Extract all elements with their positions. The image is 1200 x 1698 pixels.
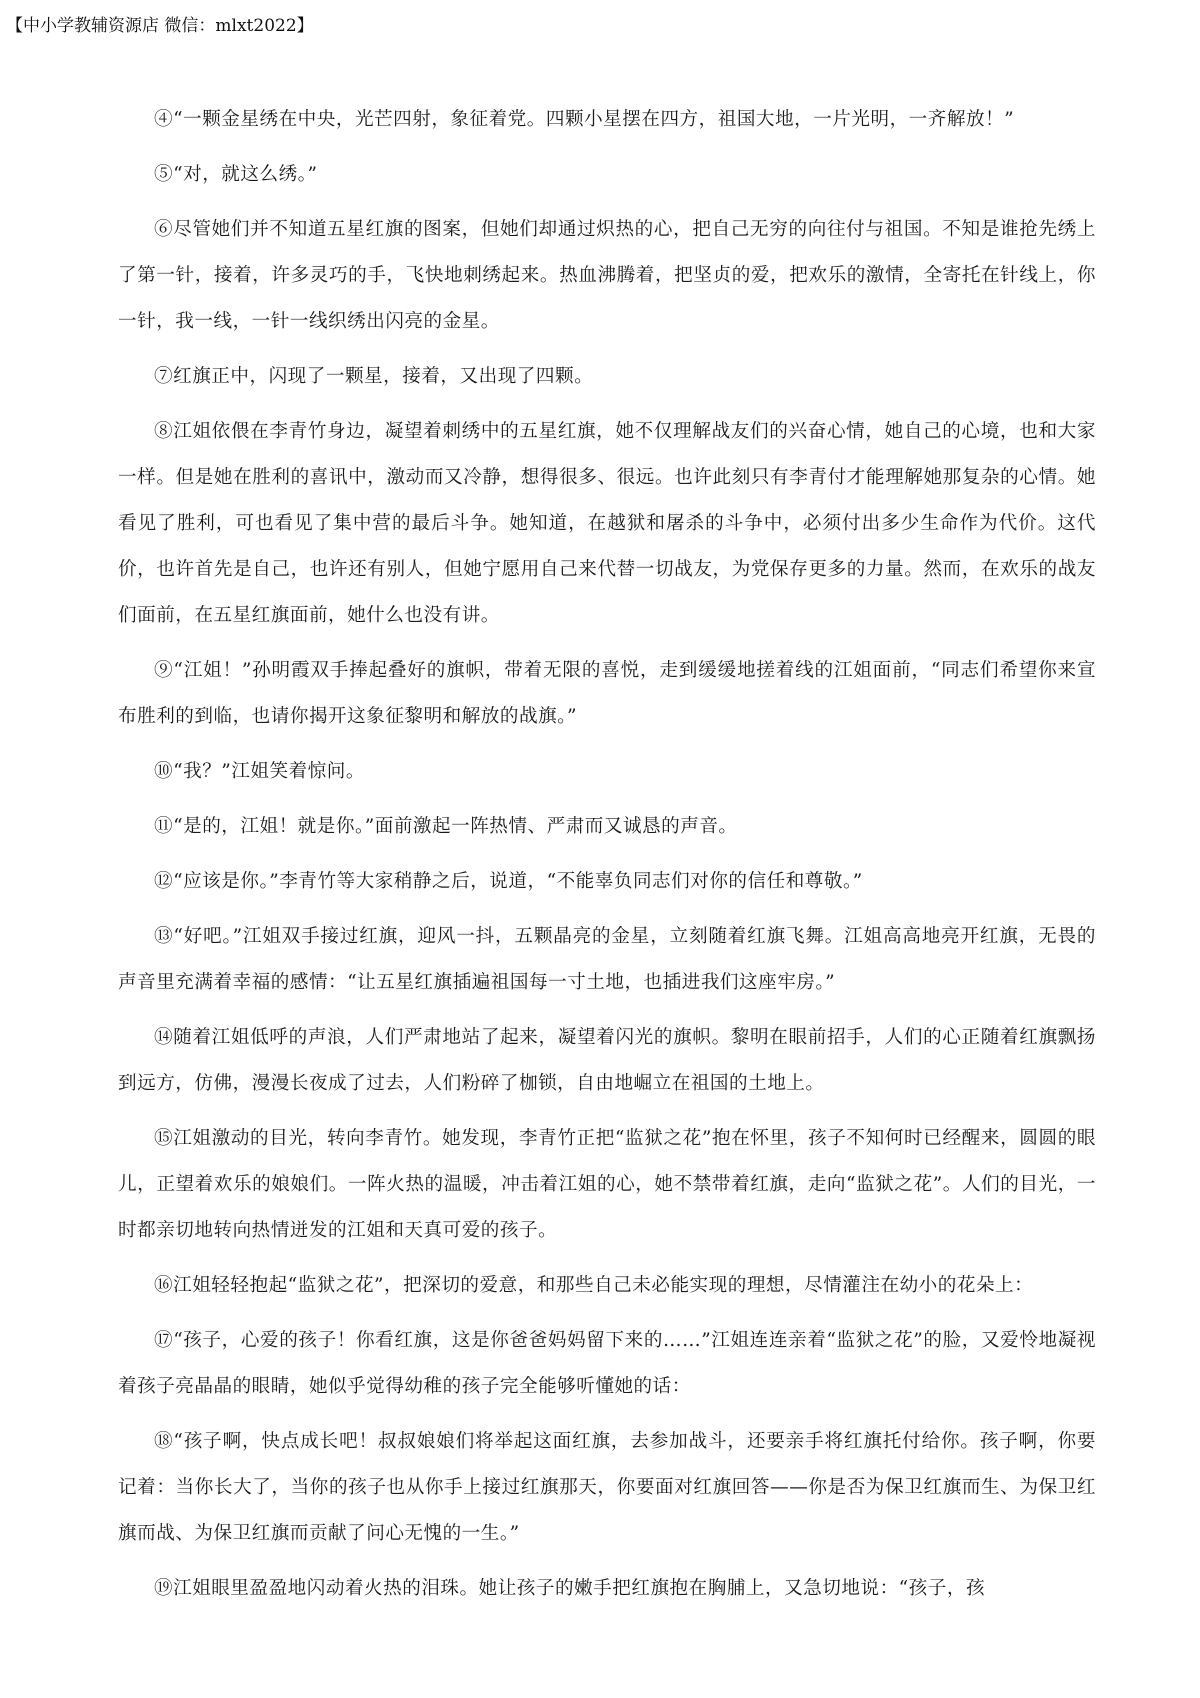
paragraph-14: ⑭随着江姐低呼的声浪，人们严肃地站了起来，凝望着闪光的旗帜。黎明在眼前招手，人们的心正随着红旗飘扬到远方，仿佛，漫漫长夜成了过去，人们粉碎了枷锁，自由地崛立在祖国的土地上。 <box>118 1027 1096 1094</box>
paragraph-8: ⑧江姐依偎在李青竹身边，凝望着刺绣中的五星红旗，她不仅理解战友们的兴奋心情，她自己的心境，也和大家一样。但是她在胜利的喜讯中，激动而又冷静，想得很多、很远。也许此刻只有李青付才能理解她那复杂的心情。她看见了胜利，可也看见了集中营的最后斗争。她知道，在越狱和屠杀的斗争中，必须付出多少生命作为代价。这代价，也许首先是自己，也许还有别人，但她宁愿用自己来代替一切战友，为党保存更多的力量。然而，在欢乐的战友们面前，在五星红旗面前，她什么也没有讲。 <box>118 421 1096 626</box>
article-body <box>118 97 1096 1621</box>
paragraph-9: ⑨“江姐！”孙明霞双手捧起叠好的旗帜，带着无限的喜悦，走到缓缓地搓着线的江姐面前，“同志们希望你来宣布胜利的到临，也请你揭开这象征黎明和解放的战旗。” <box>118 660 1096 727</box>
paragraph-12: ⑫“应该是你。”李青竹等大家稍静之后，说道，“不能辜负同志们对你的信任和尊敬。” <box>154 871 863 892</box>
watermark-text: 【中小学教辅资源店 微信：mlxt2022】 <box>6 16 314 36</box>
paragraph-18: ⑱“孩子啊，快点成长吧！叔叔娘娘们将举起这面红旗，去参加战斗，还要亲手将红旗托付给你。孩子啊，你要记着：当你长大了，当你的孩子也从你手上接过红旗那天，你要面对红旗回答——你是否为保卫红旗而生、为保卫红旗而战、为保卫红旗而贡献了问心无愧的一生。” <box>118 1431 1096 1544</box>
paragraph-13: ⑬“好吧。”江姐双手接过红旗，迎风一抖，五颗晶亮的金星，立刻随着红旗飞舞。江姐高高地亮开红旗，无畏的声音里充满着幸福的感情：“让五星红旗插遍祖国每一寸土地，也插进我们这座牢房。” <box>118 926 1096 993</box>
paragraph-15: ⑮江姐激动的目光，转向李青竹。她发现，李青竹正把“监狱之花”抱在怀里，孩子不知何时已经醒来，圆圆的眼儿，正望着欢乐的娘娘们。一阵火热的温暖，冲击着江姐的心，她不禁带着红旗，走向“监狱之花”。人们的目光，一时都亲切地转向热情迸发的江姐和天真可爱的孩子。 <box>118 1128 1096 1241</box>
paragraph-6: ⑥尽管她们并不知道五星红旗的图案，但她们却通过炽热的心，把自己无穷的向往付与祖国。不知是谁抢先绣上了第一针，接着，许多灵巧的手，飞快地刺绣起来。热血沸腾着，把坚贞的爱，把欢乐的激情，全寄托在针线上，你一针，我一线，一针一线织绣出闪亮的金星。 <box>118 219 1096 332</box>
paragraph-7: ⑦红旗正中，闪现了一颗星，接着，又出现了四颗。 <box>154 366 594 387</box>
paragraph-11: ⑪“是的，江姐！就是你。”面前激起一阵热情、严肃而又诚恳的声音。 <box>154 816 738 837</box>
paragraph-4: ④“一颗金星绣在中央，光芒四射，象征着党。四颗小星摆在四方，祖国大地，一片光明，一齐解放！” <box>154 109 1015 130</box>
paragraph-19: ⑲江姐眼里盈盈地闪动着火热的泪珠。她让孩子的嫩手把红旗抱在胸脯上，又急切地说：“孩子，孩 <box>154 1578 986 1599</box>
paragraph-16: ⑯江姐轻轻抱起“监狱之花”，把深切的爱意，和那些自己未必能实现的理想，尽情灌注在幼小的花朵上： <box>154 1275 1034 1296</box>
paragraph-17: ⑰“孩子，心爱的孩子！你看红旗，这是你爸爸妈妈留下来的……”江姐连连亲着“监狱之花”的脸，又爱怜地凝视着孩子亮晶晶的眼睛，她似乎觉得幼稚的孩子完全能够听懂她的话： <box>118 1330 1096 1397</box>
paragraph-10: ⑩“我？”江姐笑着惊问。 <box>154 761 365 782</box>
paragraph-5: ⑤“对，就这么绣。” <box>154 164 318 185</box>
